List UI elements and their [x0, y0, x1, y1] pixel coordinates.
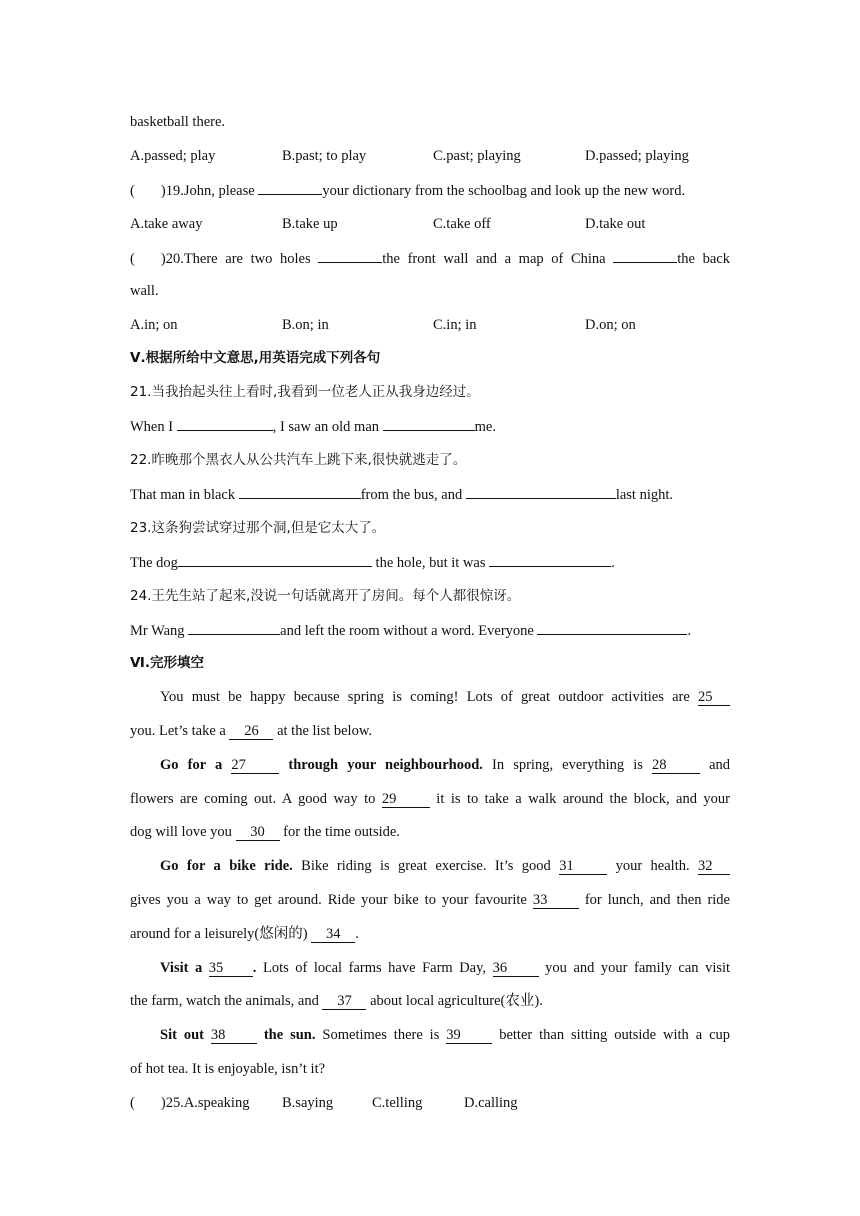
q18-tail: basketball there. [130, 114, 226, 130]
answer-paren-close: ) [160, 251, 166, 267]
cloze-text: around for a leisurely(悠闲的) [130, 926, 308, 942]
cloze-p3-line2 [130, 890, 730, 910]
q24-text-b: and left the room without a word. Everyone [280, 623, 534, 639]
cloze-blank-26[interactable]: 26 [229, 723, 273, 740]
cloze-heading-text: Go for a bike ride. [160, 858, 293, 874]
cloze-p2-line1 [130, 755, 730, 775]
cloze-text: Sometimes there is [322, 1027, 440, 1043]
q22-blank-1[interactable] [239, 484, 361, 499]
cloze-text: dog will love you [130, 824, 232, 840]
cloze-text: about local agriculture(农业). [370, 993, 543, 1009]
cloze-text: In spring, everything is [492, 757, 643, 773]
q21-english [130, 416, 496, 436]
q20-option-c: C.in; in [433, 317, 477, 333]
q22-blank-2[interactable] [466, 484, 616, 499]
q19-options [130, 214, 730, 234]
cloze-blank-32[interactable]: 32 [698, 858, 730, 875]
cloze-heading-text: the sun. [263, 1027, 316, 1043]
q25-row [130, 1093, 730, 1113]
q25-option-a: A.speaking [183, 1095, 250, 1111]
answer-paren-close: ) [160, 1095, 166, 1111]
q23-text-c: . [611, 555, 615, 571]
q24-chinese: 24.王先生站了起来,没说一句话就离开了房间。每个人都很惊讶。 [130, 588, 521, 604]
q20-option-a: A.in; on [130, 317, 178, 333]
cloze-p3-line3 [130, 924, 359, 944]
q20-option-b: B.on; in [282, 317, 329, 333]
cloze-blank-27[interactable]: 27 [231, 757, 279, 774]
cloze-text: flowers are coming out. A good way to [130, 791, 376, 807]
cloze-text: you. Let’s take a [130, 723, 226, 739]
cloze-text: Bike riding is great exercise. It’s good [301, 858, 551, 874]
cloze-blank-28[interactable]: 28 [652, 757, 700, 774]
q19-text-pre: 19.John, please [165, 183, 255, 199]
q20-option-d: D.on; on [585, 317, 636, 333]
q18-option-c: C.past; playing [433, 148, 521, 164]
q23-text-b: the hole, but it was [375, 555, 486, 571]
q19-stem [130, 180, 685, 200]
q25-option-b: B.saying [282, 1095, 334, 1111]
q20-blank-2[interactable] [613, 248, 677, 263]
section-5-heading: Ⅴ.根据所给中文意思,用英语完成下列各句 [130, 350, 381, 366]
q19-option-c: C.take off [433, 216, 491, 232]
cloze-blank-29[interactable]: 29 [382, 791, 430, 808]
q21-text-c: me. [474, 419, 496, 435]
q23-text-a: The dog [130, 555, 178, 571]
cloze-text: you and your family can visit [545, 960, 731, 976]
cloze-blank-39[interactable]: 39 [446, 1027, 492, 1044]
q18-option-d: D.passed; playing [585, 148, 689, 164]
q21-blank-2[interactable] [383, 416, 475, 431]
cloze-blank-30[interactable]: 30 [236, 824, 280, 841]
q21-blank-1[interactable] [177, 416, 273, 431]
q24-text-c: . [687, 623, 692, 639]
answer-paren-open: ( [130, 251, 135, 267]
cloze-text: for lunch, and then ride [584, 892, 730, 908]
q21-text-a: When I [130, 419, 174, 435]
q20-text-mid: the front wall and a map of China [382, 251, 606, 267]
q22-chinese: 22.昨晚那个黑衣人从公共汽车上跳下来,很快就逃走了。 [130, 452, 467, 468]
cloze-blank-35[interactable]: 35 [209, 960, 253, 977]
q23-english [130, 552, 615, 572]
q22-english [130, 484, 673, 504]
q20-text-pre: 20.There are two holes [165, 251, 311, 267]
answer-paren-open: ( [130, 1095, 135, 1111]
cloze-p3-line1 [130, 856, 730, 876]
q20-stem [130, 248, 730, 268]
cloze-text: better than sitting outside with a cup [499, 1027, 730, 1043]
cloze-blank-37[interactable]: 37 [322, 993, 366, 1010]
q25-num: 25. [165, 1095, 184, 1111]
cloze-heading-text: Visit a [160, 960, 203, 976]
cloze-text: . [355, 926, 359, 942]
q22-text-a: That man in black [130, 487, 236, 503]
cloze-blank-25[interactable]: 25 [698, 689, 730, 706]
cloze-text: You must be happy because spring is coming! Lots of great outdoor activities are [160, 689, 690, 705]
cloze-blank-36[interactable]: 36 [493, 960, 539, 977]
cloze-blank-31[interactable]: 31 [559, 858, 607, 875]
q24-blank-1[interactable] [188, 620, 280, 635]
q20-options [130, 315, 730, 335]
cloze-heading-text: Sit out [160, 1027, 204, 1043]
q24-blank-2[interactable] [537, 620, 687, 635]
q20-blank-1[interactable] [318, 248, 382, 263]
cloze-text: and [709, 757, 731, 773]
q23-blank-2[interactable] [489, 552, 611, 567]
cloze-blank-33[interactable]: 33 [533, 892, 579, 909]
q25-option-d: D.calling [464, 1095, 518, 1111]
cloze-text: Lots of local farms have Farm Day, [262, 960, 487, 976]
q20-line2: wall. [130, 283, 159, 299]
cloze-text: the farm, watch the animals, and [130, 993, 319, 1009]
cloze-p4-line2 [130, 991, 543, 1011]
cloze-heading-text: . [252, 960, 257, 976]
q22-text-c: last night. [615, 487, 674, 503]
section-6-heading: Ⅵ.完形填空 [130, 655, 204, 671]
cloze-text: it is to take a walk around the block, and your [436, 791, 731, 807]
q19-option-b: B.take up [282, 216, 338, 232]
cloze-p4-line1 [130, 958, 730, 978]
q23-chinese: 23.这条狗尝试穿过那个洞,但是它太大了。 [130, 520, 386, 536]
cloze-p2-line3 [130, 822, 400, 842]
q20-text-post: the back [677, 251, 730, 267]
q22-text-b: from the bus, and [360, 487, 463, 503]
q25-number [130, 1093, 249, 1113]
q19-blank[interactable] [258, 180, 322, 195]
cloze-text: at the list below. [277, 723, 372, 739]
cloze-blank-34[interactable]: 34 [311, 926, 355, 943]
answer-paren-open: ( [130, 183, 135, 199]
cloze-p1-line2 [130, 721, 372, 741]
cloze-p2-line2 [130, 789, 730, 809]
answer-paren-close: ) [160, 183, 166, 199]
cloze-p5-line2: of hot tea. It is enjoyable, isn’t it? [130, 1061, 326, 1077]
q24-english [130, 620, 691, 640]
q19-option-a: A.take away [130, 216, 203, 232]
q19-option-d: D.take out [585, 216, 646, 232]
q21-chinese: 21.当我抬起头往上看时,我看到一位老人正从我身边经过。 [130, 384, 480, 400]
q19-text-post: your dictionary from the schoolbag and look up the new word. [322, 183, 686, 199]
cloze-p1-line1 [130, 687, 730, 707]
cloze-blank-38[interactable]: 38 [211, 1027, 257, 1044]
q18-options [130, 146, 730, 166]
q24-text-a: Mr Wang [130, 623, 185, 639]
cloze-text: your health. [615, 858, 690, 874]
q18-option-a: A.passed; play [130, 148, 216, 164]
q23-blank-1[interactable] [178, 552, 372, 567]
q25-option-c: C.telling [372, 1095, 423, 1111]
cloze-heading-text: through your neighbourhood. [288, 757, 483, 773]
cloze-text: for the time outside. [283, 824, 400, 840]
cloze-text: gives you a way to get around. Ride your bike to your favourite [130, 892, 527, 908]
cloze-p5-line1 [130, 1025, 730, 1045]
q18-option-b: B.past; to play [282, 148, 367, 164]
cloze-heading-text: Go for a [160, 757, 223, 773]
q21-text-b: , I saw an old man [272, 419, 380, 435]
